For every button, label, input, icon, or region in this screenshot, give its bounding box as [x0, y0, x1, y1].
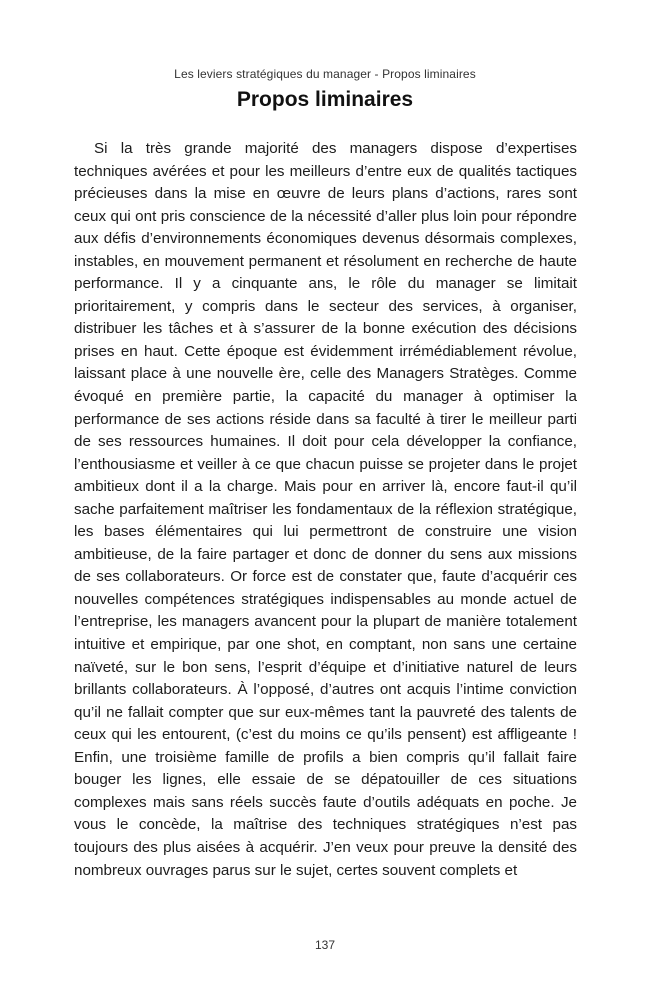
- running-header: Les leviers stratégiques du manager - Propos liminaires: [174, 67, 476, 81]
- page-title: Propos liminaires: [236, 88, 414, 111]
- page-number: 137: [314, 938, 336, 952]
- body-paragraph: Si la très grande majorité des managers dispose d’expertises techniques avérées et pour les meilleurs d’entre eux de qualités tactiques précieuses dans la mise en œuvre de leurs plans d’actions, rares sont ceux qui ont pris conscience de la nécessité d’aller plus loin pour répondre aux défis d’environnements économiques devenus désormais complexes, instables, en mouvement permanent et résolument en recherche de haute performance. Il y a cinquante ans, le rôle du manager se limitait prioritairement, y compris dans le secteur des services, à organiser, distribuer les tâches et à s’assurer de la bonne exécution des décisions prises en haut. Cette époque est évidemment irrémédiablement révolue, laissant place à une nouvelle ère, celle des Managers Stratèges. Comme évoqué en première partie, la capacité du manager à optimiser la performance de ses actions réside dans sa faculté à tirer le meilleur parti de ses ressources humaines. Il doit pour cela développer la confiance, l’enthousiasme et veiller à ce que chacun puisse se projeter dans le projet ambitieux dont il a la charge. Mais pour en arriver là, encore faut-il qu’il sache parfaitement maîtriser les fondamentaux de la réflexion stratégique, les bases élémentaires qui lui permettront de construire une vision ambitieuse, de la faire partager et donc de donner du sens aux missions de ses collaborateurs. Or force est de constater que, faute d’acquérir ces nouvelles compétences stratégiques indispensables au monde actuel de l’entreprise, les managers avancent pour la plupart de manière totalement intuitive et empirique, par one shot, en comptant, non sans une certaine naïveté, sur le bon sens, l’esprit d’équipe et d’initiative naturel de leurs brillants collaborateurs. À l’opposé, d’autres ont acquis l’intime conviction qu’il ne fallait compter que sur eux-mêmes tant la pauvreté des talents de ceux qui les entourent, (c’est du moins ce qu’ils pensent) est affligeante ! Enfin, une troisième famille de profils a bien compris qu’il fallait faire bouger les lignes, elle essaie de se dépatouiller de ces situations complexes mais sans réels succès faute d’outils adéquats en poche. Je vous le concède, la maîtrise des techniques stratégiques n’est pas toujours des plus aisées à acquérir. J’en veux pour preuve la densité des nombreux ouvrages parus sur le sujet, certes souvent complets et: [74, 140, 577, 879]
